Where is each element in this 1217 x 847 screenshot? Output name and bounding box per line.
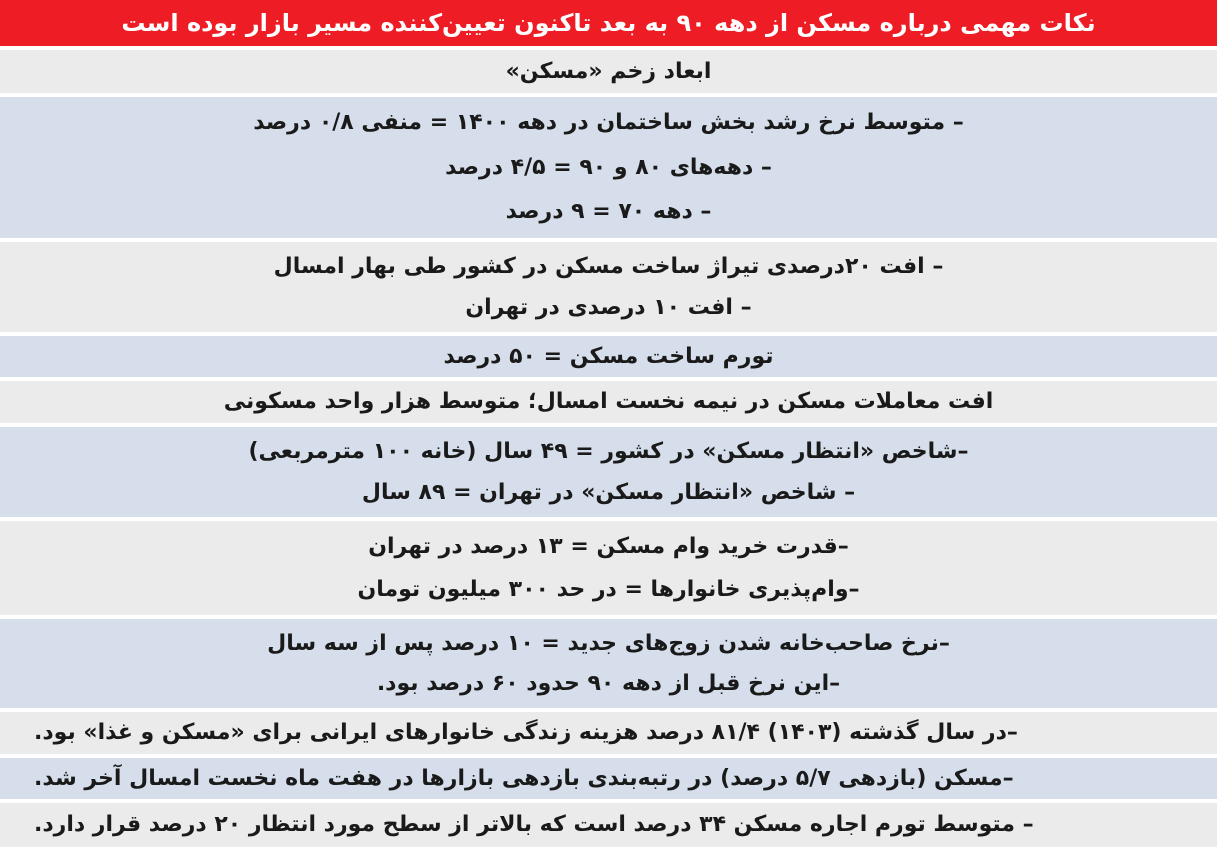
row-text: – متوسط نرخ رشد بخش ساختمان در دهه ۱۴۰۰ = منفی ۰/۸ درصد [253,110,964,136]
row-text: –شاخص «انتظار مسکن» در کشور = ۴۹ سال (خانه ۱۰۰ مترمربعی) [248,438,969,464]
row-text: افت معاملات مسکن در نیمه نخست امسال؛ متوسط هزار واحد مسکونی [223,389,994,415]
table-row [0,427,1217,517]
table-row [0,50,1217,93]
row-text: –مسکن (بازدهی ۵/۷ درصد) در رتبه‌بندی بازدهی بازارها در هفت ماه نخست امسال آخر شد. [34,765,1014,791]
table-row [0,803,1217,847]
table-row [0,758,1217,799]
table-row [0,336,1217,377]
row-text: ابعاد زخم «مسکن» [505,58,712,84]
row-text: –وام‌پذیری خانوارها = در حد ۳۰۰ میلیون تومان [357,576,860,602]
table-title: نکات مهمی درباره مسکن از دهه ۹۰ به بعد تاکنون تعیین‌کننده مسیر بازار بوده است [0,0,1217,46]
table-row [0,242,1217,332]
table-row [0,381,1217,423]
row-text: – متوسط تورم اجاره مسکن ۳۴ درصد است که بالاتر از سطح مورد انتظار ۲۰ درصد قرار دارد. [34,812,1034,838]
row-text: –نرخ صاحب‌خانه شدن زوج‌های جدید = ۱۰ درصد پس از سه سال [267,630,950,656]
row-text: – دهه‌های ۸۰ و ۹۰ = ۴/۵ درصد [445,154,772,180]
table-row [0,619,1217,708]
row-text: –در سال گذشته (۱۴۰۳) ۸۱/۴ درصد هزینه زندگی خانوارهای ایرانی برای «مسکن و غذا» بود. [34,720,1018,746]
table-row [0,97,1217,238]
row-text: – افت ۱۰ درصدی در تهران [465,294,752,320]
row-text: – شاخص «انتظار مسکن» در تهران = ۸۹ سال [361,479,856,505]
table-row [0,712,1217,754]
table-row [0,521,1217,615]
row-text: – افت ۲۰درصدی تیراژ ساخت مسکن در کشور طی بهار امسال [273,253,944,279]
row-text: – دهه ۷۰ = ۹ درصد [505,199,712,225]
row-text: –این نرخ قبل از دهه ۹۰ حدود ۶۰ درصد بود. [376,671,841,696]
row-text: –قدرت خرید وام مسکن = ۱۳ درصد در تهران [368,533,849,559]
row-text: تورم ساخت مسکن = ۵۰ درصد [443,343,774,369]
